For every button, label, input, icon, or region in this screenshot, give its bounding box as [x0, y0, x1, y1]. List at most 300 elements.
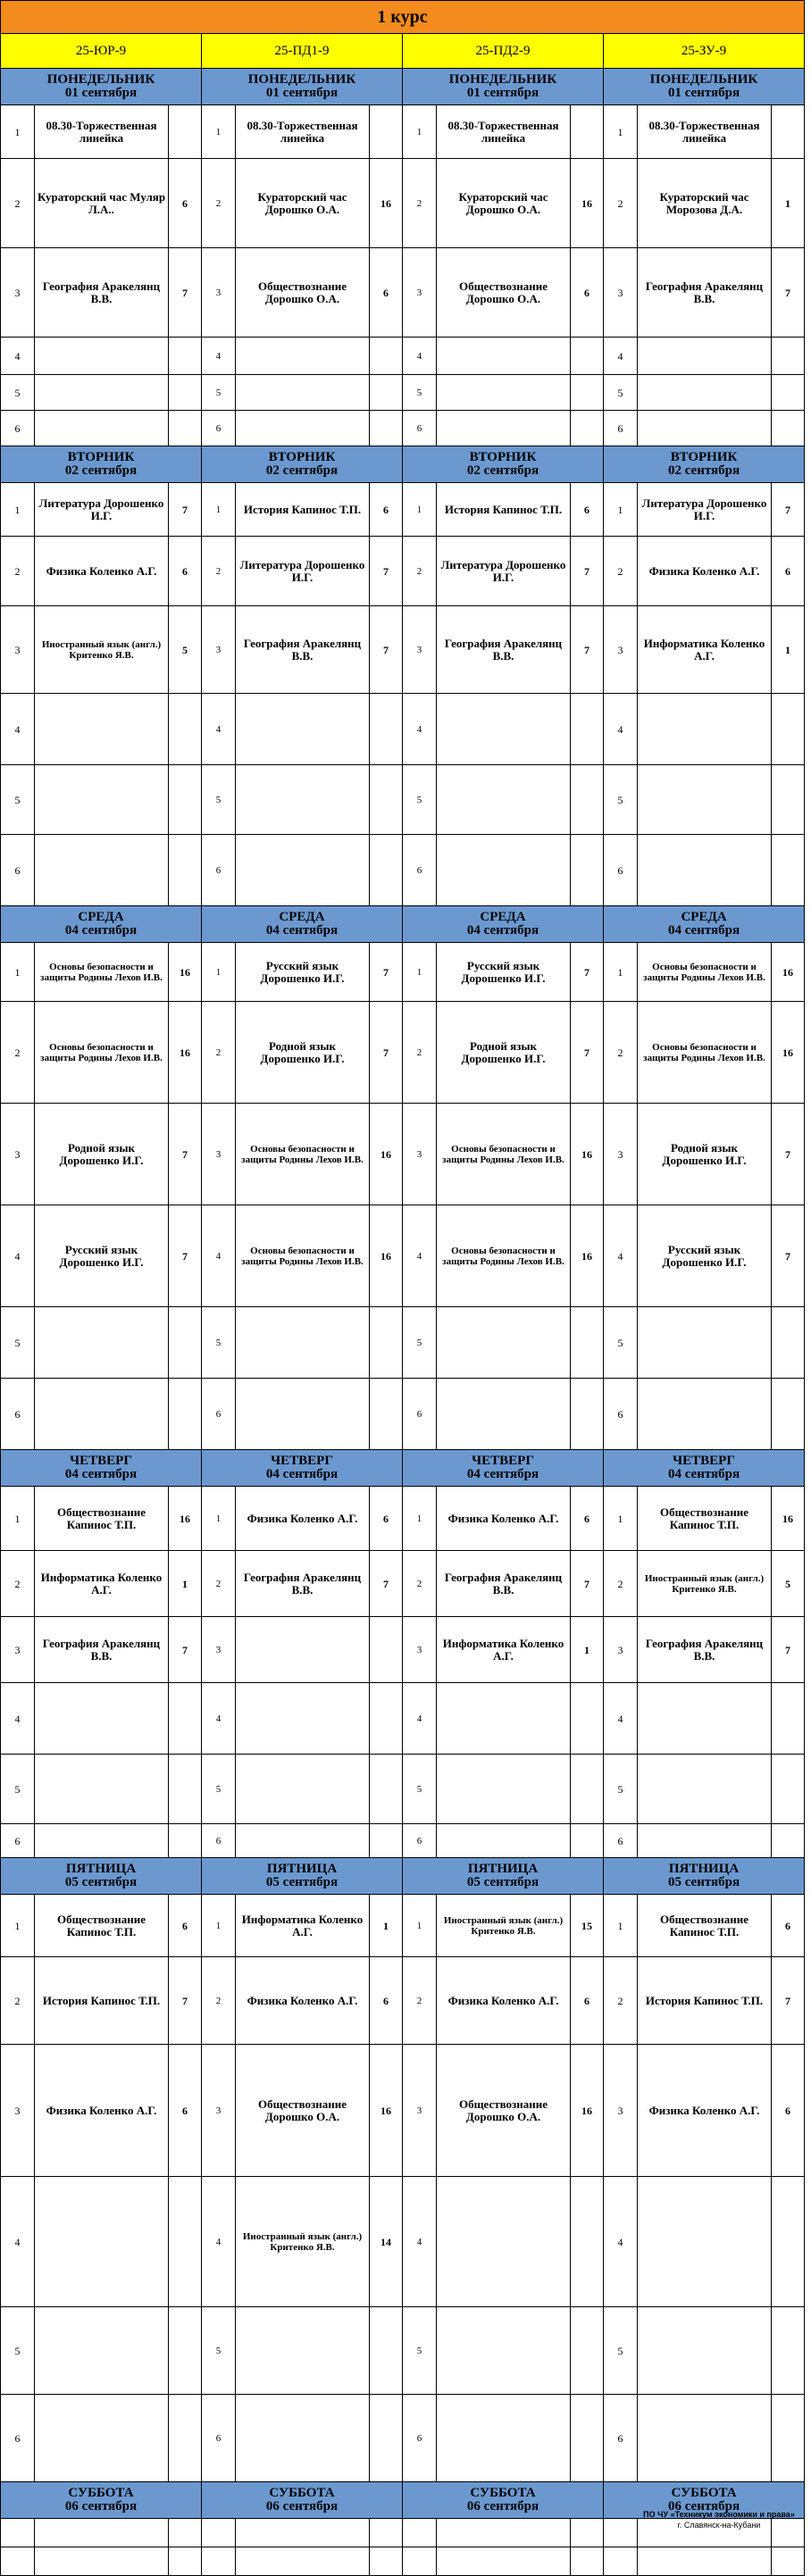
lesson-subject	[35, 2307, 169, 2395]
lesson-room: 7	[571, 1551, 604, 1617]
lesson-number: 6	[604, 2395, 638, 2482]
lesson-number: 1	[604, 483, 638, 537]
lesson-number	[604, 2547, 638, 2576]
day-header	[403, 906, 604, 943]
lesson-room: 7	[169, 248, 202, 338]
lesson-number: 4	[604, 338, 638, 375]
lesson-subject: Обществознание Капинос Т.П.	[638, 1895, 772, 1957]
lesson-subject	[437, 765, 571, 835]
day-header	[604, 1858, 805, 1895]
lesson-room	[571, 2177, 604, 2307]
day-date: 02 сентября	[265, 463, 339, 478]
lesson-room	[772, 105, 805, 159]
lesson-number: 4	[202, 338, 236, 375]
lesson-room	[772, 1307, 805, 1379]
lesson-number: 2	[1, 1002, 35, 1104]
lesson-row	[1, 159, 805, 248]
footer-org: ПО ЧУ «Техникум экономики и права»	[643, 2510, 795, 2519]
lesson-subject	[638, 2395, 772, 2482]
lesson-subject	[638, 1755, 772, 1824]
lesson-room: 6	[370, 248, 403, 338]
lesson-room	[169, 2307, 202, 2395]
lesson-subject	[437, 2547, 571, 2576]
lesson-subject	[437, 338, 571, 375]
lesson-room	[169, 1824, 202, 1858]
lesson-room	[772, 835, 805, 906]
day-header	[1, 1858, 202, 1895]
lesson-subject	[236, 411, 370, 446]
lesson-number: 6	[403, 835, 437, 906]
lesson-subject	[638, 835, 772, 906]
lesson-number: 5	[604, 1755, 638, 1824]
lesson-number	[1, 2547, 35, 2576]
lesson-subject	[638, 375, 772, 411]
lesson-number: 5	[202, 375, 236, 411]
lesson-row	[1, 835, 805, 906]
lesson-room: 16	[169, 943, 202, 1002]
day-name: ЧЕТВЕРГ	[673, 1454, 735, 1468]
lesson-number: 1	[202, 1487, 236, 1551]
lesson-room	[169, 105, 202, 159]
lesson-subject	[236, 1307, 370, 1379]
lesson-number: 4	[604, 1205, 638, 1307]
lesson-subject: География Аракелянц В.В.	[236, 1551, 370, 1617]
lesson-number: 2	[604, 159, 638, 248]
lesson-subject	[638, 1307, 772, 1379]
lesson-room	[370, 2307, 403, 2395]
day-name: СУББОТА	[671, 2486, 737, 2500]
lesson-room: 7	[571, 537, 604, 606]
lesson-room: 16	[571, 2045, 604, 2177]
day-header-row	[1, 446, 805, 483]
lesson-room	[370, 2547, 403, 2576]
day-date: 06 сентября	[667, 2499, 740, 2513]
lesson-number: 5	[604, 375, 638, 411]
day-date: 04 сентября	[466, 1467, 539, 1481]
lesson-number: 2	[1, 537, 35, 606]
lesson-subject: География Аракелянц В.В.	[35, 248, 169, 338]
lesson-room: 7	[772, 1205, 805, 1307]
lesson-subject: География Аракелянц В.В.	[236, 606, 370, 694]
lesson-row	[1, 943, 805, 1002]
lesson-number: 1	[403, 105, 437, 159]
day-header	[403, 1858, 604, 1895]
day-name: СРЕДА	[279, 910, 325, 924]
lesson-room	[169, 2177, 202, 2307]
lesson-number: 6	[1, 1379, 35, 1450]
lesson-room	[571, 105, 604, 159]
lesson-room	[370, 1307, 403, 1379]
lesson-room	[571, 1307, 604, 1379]
lesson-number: 3	[1, 606, 35, 694]
lesson-subject	[236, 1755, 370, 1824]
lesson-subject: 08.30-Торжественная линейка	[638, 105, 772, 159]
lesson-subject: Обществознание Капинос Т.П.	[35, 1895, 169, 1957]
day-header	[1, 446, 202, 483]
lesson-room: 7	[370, 1002, 403, 1104]
lesson-row	[1, 483, 805, 537]
lesson-subject: Родной язык Дорошенко И.Г.	[35, 1104, 169, 1205]
lesson-row	[1, 694, 805, 765]
lesson-room: 7	[370, 943, 403, 1002]
lesson-subject: Физика Коленко А.Г.	[638, 537, 772, 606]
lesson-number: 1	[202, 105, 236, 159]
lesson-number: 1	[604, 943, 638, 1002]
lesson-number: 1	[1, 1487, 35, 1551]
lesson-row	[1, 606, 805, 694]
lesson-number: 6	[1, 835, 35, 906]
title-row	[1, 1, 805, 34]
lesson-room: 6	[169, 2045, 202, 2177]
lesson-subject	[638, 1683, 772, 1755]
lesson-row	[1, 1617, 805, 1683]
lesson-number: 4	[403, 694, 437, 765]
lesson-room	[571, 835, 604, 906]
lesson-room	[169, 1755, 202, 1824]
lesson-subject: Физика Коленко А.Г.	[35, 2045, 169, 2177]
lesson-number: 2	[604, 1002, 638, 1104]
day-header	[1, 2482, 202, 2519]
lesson-number: 6	[403, 1824, 437, 1858]
day-date: 04 сентября	[265, 1467, 339, 1481]
day-name: ЧЕТВЕРГ	[472, 1454, 534, 1468]
lesson-number: 3	[604, 1104, 638, 1205]
day-name: ПЯТНИЦА	[65, 1862, 137, 1876]
lesson-room: 6	[571, 1487, 604, 1551]
day-header	[1, 906, 202, 943]
lesson-room	[571, 411, 604, 446]
lesson-room	[169, 765, 202, 835]
lesson-number: 2	[1, 159, 35, 248]
day-name: ВТОРНИК	[469, 450, 537, 464]
day-date: 04 сентября	[466, 923, 539, 938]
group-header: 25-ПД1-9	[202, 34, 403, 69]
day-header	[202, 1858, 403, 1895]
lesson-subject	[236, 1617, 370, 1683]
lesson-subject: Иностранный язык (англ.) Критенко Я.В.	[638, 1551, 772, 1617]
day-header	[202, 2482, 403, 2519]
lesson-row	[1, 1755, 805, 1824]
lesson-room: 6	[571, 248, 604, 338]
lesson-row	[1, 2045, 805, 2177]
day-date: 05 сентября	[265, 1875, 339, 1889]
lesson-subject	[638, 2177, 772, 2307]
lesson-number: 6	[604, 835, 638, 906]
lesson-room: 16	[772, 943, 805, 1002]
lesson-room: 16	[370, 2045, 403, 2177]
lesson-number: 4	[403, 1683, 437, 1755]
lesson-number: 6	[202, 2395, 236, 2482]
lesson-subject: Родной язык Дорошенко И.Г.	[236, 1002, 370, 1104]
day-date: 04 сентября	[667, 923, 740, 938]
lesson-room	[169, 411, 202, 446]
lesson-room	[571, 1755, 604, 1824]
lesson-room	[370, 411, 403, 446]
lesson-room: 7	[169, 1205, 202, 1307]
day-name: ПОНЕДЕЛЬНИК	[46, 72, 155, 87]
lesson-number: 3	[202, 248, 236, 338]
lesson-room	[370, 694, 403, 765]
lesson-row	[1, 1487, 805, 1551]
lesson-subject	[437, 2519, 571, 2547]
lesson-room: 7	[772, 483, 805, 537]
lesson-room	[370, 1617, 403, 1683]
lesson-row	[1, 338, 805, 375]
lesson-subject: Русский язык Дорошенко И.Г.	[437, 943, 571, 1002]
lesson-subject: Литература Дорошенко И.Г.	[638, 483, 772, 537]
lesson-room	[772, 1824, 805, 1858]
day-date: 06 сентября	[265, 2499, 339, 2513]
day-name: ПЯТНИЦА	[467, 1862, 539, 1876]
lesson-room	[571, 1683, 604, 1755]
lesson-number: 3	[1, 2045, 35, 2177]
lesson-room: 16	[370, 1104, 403, 1205]
lesson-room	[571, 2547, 604, 2576]
lesson-number: 3	[202, 606, 236, 694]
lesson-room: 5	[772, 1551, 805, 1617]
lesson-row	[1, 1104, 805, 1205]
lesson-number: 4	[1, 1683, 35, 1755]
lesson-subject: Информатика Коленко А.Г.	[35, 1551, 169, 1617]
lesson-number: 2	[1, 1551, 35, 1617]
lesson-subject	[35, 1755, 169, 1824]
lesson-number: 5	[604, 765, 638, 835]
lesson-number: 4	[202, 1205, 236, 1307]
lesson-number: 2	[202, 1957, 236, 2045]
lesson-subject	[437, 1824, 571, 1858]
lesson-subject: Физика Коленко А.Г.	[437, 1957, 571, 2045]
lesson-number: 4	[604, 694, 638, 765]
lesson-subject: Кураторский час Муляр Л.А..	[35, 159, 169, 248]
lesson-number: 3	[403, 606, 437, 694]
lesson-number: 3	[604, 248, 638, 338]
lesson-room	[772, 2307, 805, 2395]
lesson-number: 1	[202, 1895, 236, 1957]
lesson-number: 4	[403, 2177, 437, 2307]
lesson-subject	[35, 1824, 169, 1858]
lesson-room	[772, 2395, 805, 2482]
lesson-room	[772, 338, 805, 375]
lesson-row	[1, 105, 805, 159]
lesson-room	[370, 835, 403, 906]
lesson-subject	[236, 1824, 370, 1858]
lesson-room: 7	[370, 537, 403, 606]
lesson-number: 4	[202, 1683, 236, 1755]
lesson-room	[370, 765, 403, 835]
lesson-number: 2	[202, 1002, 236, 1104]
day-header	[202, 446, 403, 483]
lesson-room: 16	[571, 159, 604, 248]
lesson-room: 6	[370, 483, 403, 537]
lesson-number: 6	[604, 1379, 638, 1450]
lesson-room: 7	[169, 483, 202, 537]
lesson-subject	[35, 765, 169, 835]
day-header	[1, 1450, 202, 1487]
lesson-row	[1, 2177, 805, 2307]
lesson-room: 7	[370, 606, 403, 694]
lesson-subject: Иностранный язык (англ.) Критенко Я.В.	[35, 606, 169, 694]
group-header: 25-ЮР-9	[1, 34, 202, 69]
lesson-subject	[638, 1824, 772, 1858]
lesson-number: 1	[202, 943, 236, 1002]
lesson-room	[772, 375, 805, 411]
lesson-number: 5	[604, 2307, 638, 2395]
day-name: ПОНЕДЕЛЬНИК	[247, 72, 356, 87]
lesson-number: 2	[1, 1957, 35, 2045]
lesson-subject: 08.30-Торжественная линейка	[437, 105, 571, 159]
lesson-room: 16	[772, 1487, 805, 1551]
lesson-room: 7	[772, 1617, 805, 1683]
lesson-number: 6	[202, 835, 236, 906]
lesson-subject	[35, 2519, 169, 2547]
day-name: ВТОРНИК	[268, 450, 336, 464]
lesson-subject: Иностранный язык (англ.) Критенко Я.В.	[437, 1895, 571, 1957]
lesson-number: 4	[202, 694, 236, 765]
lesson-room: 6	[169, 537, 202, 606]
lesson-room: 16	[772, 1002, 805, 1104]
lesson-number: 1	[403, 483, 437, 537]
lesson-subject: Обществознание Дорошко О.А.	[236, 2045, 370, 2177]
lesson-room: 5	[169, 606, 202, 694]
day-date: 01 сентября	[265, 86, 339, 100]
lesson-row	[1, 1957, 805, 2045]
day-name: ПОНЕДЕЛЬНИК	[649, 72, 758, 87]
lesson-row	[1, 1379, 805, 1450]
day-header	[604, 1450, 805, 1487]
day-header	[604, 906, 805, 943]
groups-row	[1, 34, 805, 69]
footer-city: г. Славянск-на-Кубани	[677, 2521, 761, 2530]
day-date: 02 сентября	[667, 463, 740, 478]
lesson-number: 2	[403, 537, 437, 606]
lesson-subject: 08.30-Торжественная линейка	[35, 105, 169, 159]
lesson-number: 5	[1, 1755, 35, 1824]
lesson-room: 6	[571, 483, 604, 537]
lesson-number: 5	[202, 2307, 236, 2395]
lesson-row	[1, 375, 805, 411]
lesson-number: 1	[604, 1487, 638, 1551]
lesson-subject	[437, 411, 571, 446]
day-header	[1, 69, 202, 105]
lesson-subject: Физика Коленко А.Г.	[638, 2045, 772, 2177]
lesson-number: 3	[1, 1617, 35, 1683]
lesson-number: 3	[403, 2045, 437, 2177]
lesson-room	[772, 1755, 805, 1824]
lesson-number: 6	[202, 411, 236, 446]
lesson-subject	[35, 1379, 169, 1450]
lesson-subject: География Аракелянц В.В.	[638, 248, 772, 338]
lesson-room	[169, 1307, 202, 1379]
lesson-subject	[35, 835, 169, 906]
lesson-number: 1	[604, 105, 638, 159]
lesson-room	[370, 1683, 403, 1755]
lesson-room	[772, 2177, 805, 2307]
lesson-room	[169, 1379, 202, 1450]
lesson-number: 6	[1, 2395, 35, 2482]
lesson-subject	[638, 2307, 772, 2395]
day-header	[604, 69, 805, 105]
day-header-row	[1, 1858, 805, 1895]
lesson-subject	[437, 1379, 571, 1450]
day-date: 01 сентября	[466, 86, 539, 100]
lesson-subject	[437, 2395, 571, 2482]
lesson-room	[370, 1824, 403, 1858]
lesson-room: 14	[370, 2177, 403, 2307]
lesson-subject	[638, 765, 772, 835]
lesson-room	[370, 2395, 403, 2482]
lesson-room: 16	[169, 1002, 202, 1104]
lesson-number	[202, 2519, 236, 2547]
lesson-subject: Информатика Коленко А.Г.	[236, 1895, 370, 1957]
lesson-subject	[35, 2547, 169, 2576]
lesson-subject: Физика Коленко А.Г.	[437, 1487, 571, 1551]
day-date: 04 сентября	[64, 923, 138, 938]
day-header-row	[1, 906, 805, 943]
day-header	[403, 69, 604, 105]
day-date: 02 сентября	[64, 463, 138, 478]
lesson-room: 7	[169, 1617, 202, 1683]
lesson-number: 2	[604, 1957, 638, 2045]
lesson-subject: Обществознание Капинос Т.П.	[35, 1487, 169, 1551]
lesson-number: 1	[1, 105, 35, 159]
lesson-subject: Кураторский час Дорошко О.А.	[437, 159, 571, 248]
lesson-room: 1	[772, 606, 805, 694]
lesson-room: 7	[571, 606, 604, 694]
lesson-number: 5	[403, 765, 437, 835]
day-date: 06 сентября	[466, 2499, 539, 2513]
lesson-number: 3	[1, 248, 35, 338]
lesson-number: 5	[403, 1755, 437, 1824]
lesson-row	[1, 537, 805, 606]
lesson-subject	[35, 1307, 169, 1379]
lesson-row	[1, 765, 805, 835]
lesson-number: 6	[202, 1379, 236, 1450]
lesson-subject: Физика Коленко А.Г.	[236, 1487, 370, 1551]
lesson-number	[202, 2547, 236, 2576]
lesson-number: 1	[403, 1895, 437, 1957]
lesson-number: 4	[202, 2177, 236, 2307]
lesson-subject: Основы безопасности и защиты Родины Лехов И.В.	[437, 1104, 571, 1205]
lesson-number: 3	[604, 2045, 638, 2177]
lesson-room: 6	[772, 1895, 805, 1957]
lesson-subject	[638, 2547, 772, 2576]
lesson-room	[571, 375, 604, 411]
lesson-subject	[236, 2547, 370, 2576]
lesson-room: 6	[571, 1957, 604, 2045]
lesson-room: 16	[169, 1487, 202, 1551]
lesson-room	[370, 375, 403, 411]
day-name: СУББОТА	[68, 2486, 134, 2500]
lesson-number: 3	[403, 1104, 437, 1205]
lesson-row	[1, 1002, 805, 1104]
day-header-row	[1, 69, 805, 105]
lesson-number: 4	[1, 2177, 35, 2307]
lesson-room	[571, 338, 604, 375]
lesson-room: 16	[370, 159, 403, 248]
day-date: 04 сентября	[667, 1467, 740, 1481]
lesson-subject	[437, 2307, 571, 2395]
lesson-number: 5	[202, 765, 236, 835]
lesson-number: 3	[202, 1104, 236, 1205]
lesson-room	[370, 338, 403, 375]
lesson-row	[1, 1824, 805, 1858]
lesson-room: 6	[772, 2045, 805, 2177]
lesson-room: 1	[571, 1617, 604, 1683]
lesson-subject	[35, 694, 169, 765]
lesson-row	[1, 2547, 805, 2576]
day-name: СУББОТА	[269, 2486, 335, 2500]
day-header	[403, 1450, 604, 1487]
